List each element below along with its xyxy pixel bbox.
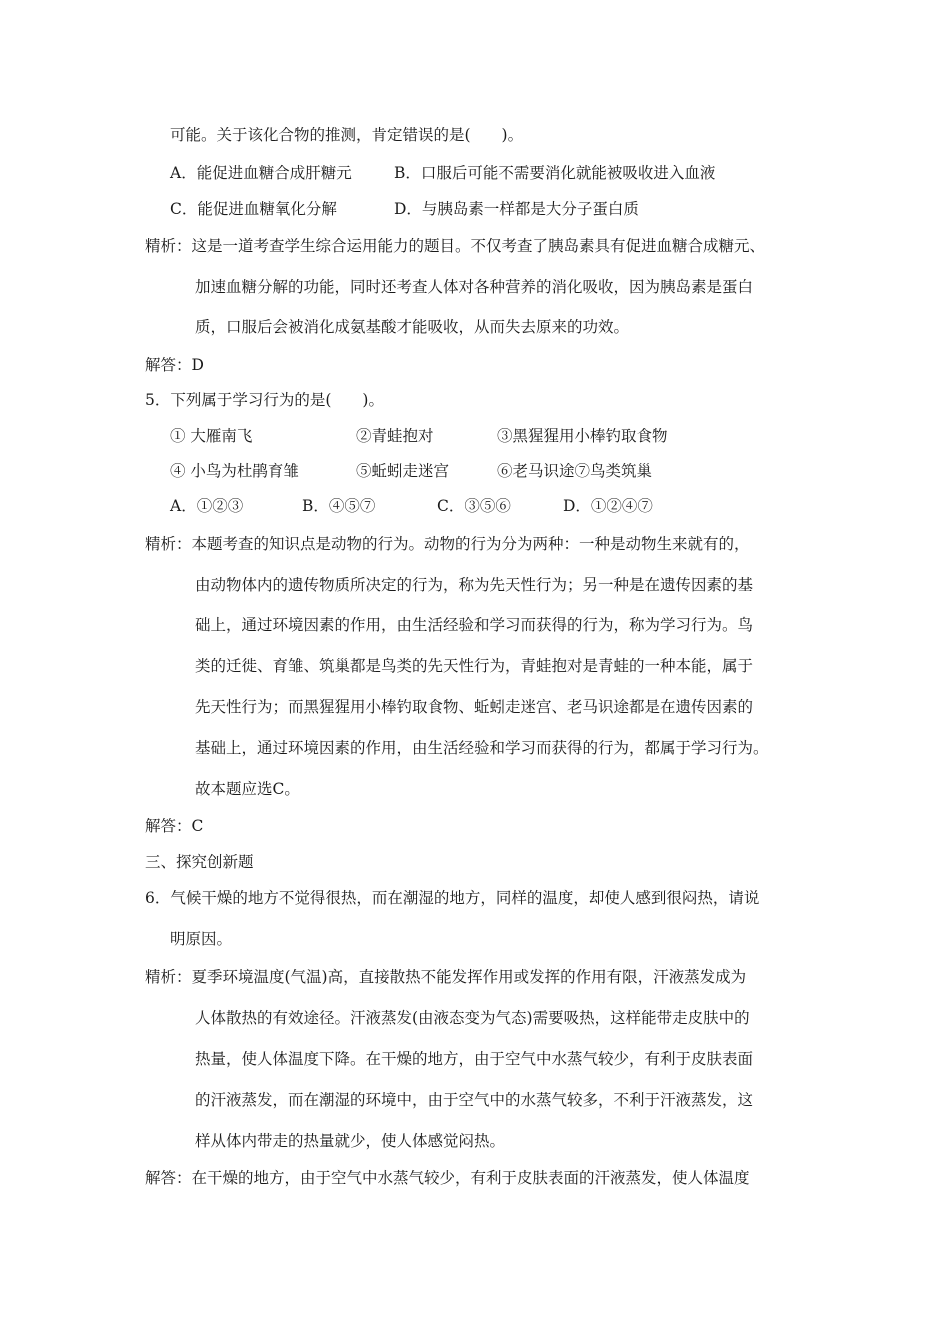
q5-stem: 5．下列属于学习行为的是( )。 xyxy=(145,391,384,409)
q4-analysis-line-2: 加速血糖分解的功能，同时还考查人体对各种营养的消化吸收，因为胰岛素是蛋白 xyxy=(195,278,754,296)
q6-answer: 解答：在干燥的地方，由于空气中水蒸气较少，有利于皮肤表面的汗液蒸发，使人体温度 xyxy=(145,1169,750,1187)
q5-analysis-line-5: 先天性行为；而黑猩猩用小棒钓取食物、蚯蚓走迷宫、老马识途都是在遗传因素的 xyxy=(195,698,754,716)
q4-option-b: B．口服后可能不需要消化就能被吸收进入血液 xyxy=(394,164,716,182)
q5-item-1: ① 大雁南飞 xyxy=(170,427,253,445)
q5-analysis-line-4: 类的迁徙、育雏、筑巢都是鸟类的先天性行为，青蛙抱对是青蛙的一种本能，属于 xyxy=(195,657,754,675)
q5-item-6: ⑥老马识途⑦鸟类筑巢 xyxy=(497,462,653,480)
q6-analysis-line-3: 热量，使人体温度下降。在干燥的地方，由于空气中水蒸气较少，有利于皮肤表面 xyxy=(195,1050,754,1068)
q6-analysis-line-5: 样从体内带走的热量就少，使人体感觉闷热。 xyxy=(195,1132,506,1150)
q5-option-c: C．③⑤⑥ xyxy=(437,497,511,515)
q6-stem-line-2: 明原因。 xyxy=(170,930,233,948)
q6-analysis-line-1: 精析：夏季环境温度(气温)高，直接散热不能发挥作用或发挥的作用有限，汗液蒸发成为 xyxy=(145,968,747,986)
q5-analysis-line-2: 由动物体内的遗传物质所决定的行为，称为先天性行为；另一种是在遗传因素的基 xyxy=(195,576,754,594)
q4-option-c: C．能促进血糖氧化分解 xyxy=(170,200,337,218)
q5-analysis-line-6: 基础上，通过环境因素的作用，由生活经验和学习而获得的行为，都属于学习行为。 xyxy=(195,739,769,757)
q5-item-2: ②青蛙抱对 xyxy=(356,427,434,445)
q6-stem-line-1: 6．气候干燥的地方不觉得很热，而在潮湿的地方，同样的温度，却使人感到很闷热，请说 xyxy=(145,889,760,907)
q5-analysis-line-3: 础上，通过环境因素的作用，由生活经验和学习而获得的行为，称为学习行为。鸟 xyxy=(195,616,754,634)
q5-analysis-line-7: 故本题应选C。 xyxy=(195,780,300,798)
q5-option-a: A．①②③ xyxy=(170,497,244,515)
q5-item-5: ⑤蚯蚓走迷宫 xyxy=(356,462,450,480)
q4-stem-tail: 可能。关于该化合物的推测，肯定错误的是( )。 xyxy=(170,126,524,144)
q5-analysis-line-1: 精析：本题考查的知识点是动物的行为。动物的行为分为两种：一种是动物生来就有的， xyxy=(145,535,750,553)
q5-answer: 解答：C xyxy=(145,817,204,835)
q5-option-b: B．④⑤⑦ xyxy=(302,497,376,515)
q5-option-d: D．①②④⑦ xyxy=(563,497,653,515)
q4-analysis-line-1: 精析：这是一道考查学生综合运用能力的题目。不仅考查了胰岛素具有促进血糖合成糖元、 xyxy=(145,237,766,255)
q5-item-3: ③黑猩猩用小棒钓取食物 xyxy=(497,427,668,445)
q6-analysis-line-2: 人体散热的有效途径。汗液蒸发(由液态变为气态)需要吸热，这样能带走皮肤中的 xyxy=(195,1009,750,1027)
q4-option-d: D．与胰岛素一样都是大分子蛋白质 xyxy=(394,200,639,218)
q4-answer: 解答：D xyxy=(145,356,204,374)
q4-analysis-line-3: 质，口服后会被消化成氨基酸才能吸收，从而失去原来的功效。 xyxy=(195,318,630,336)
q4-option-a: A．能促进血糖合成肝糖元 xyxy=(170,164,352,182)
q6-analysis-line-4: 的汗液蒸发，而在潮湿的环境中，由于空气中的水蒸气较多，不利于汗液蒸发，这 xyxy=(195,1091,754,1109)
q5-item-4: ④ 小鸟为杜鹃育雏 xyxy=(170,462,299,480)
section-heading: 三、探究创新题 xyxy=(145,853,254,871)
